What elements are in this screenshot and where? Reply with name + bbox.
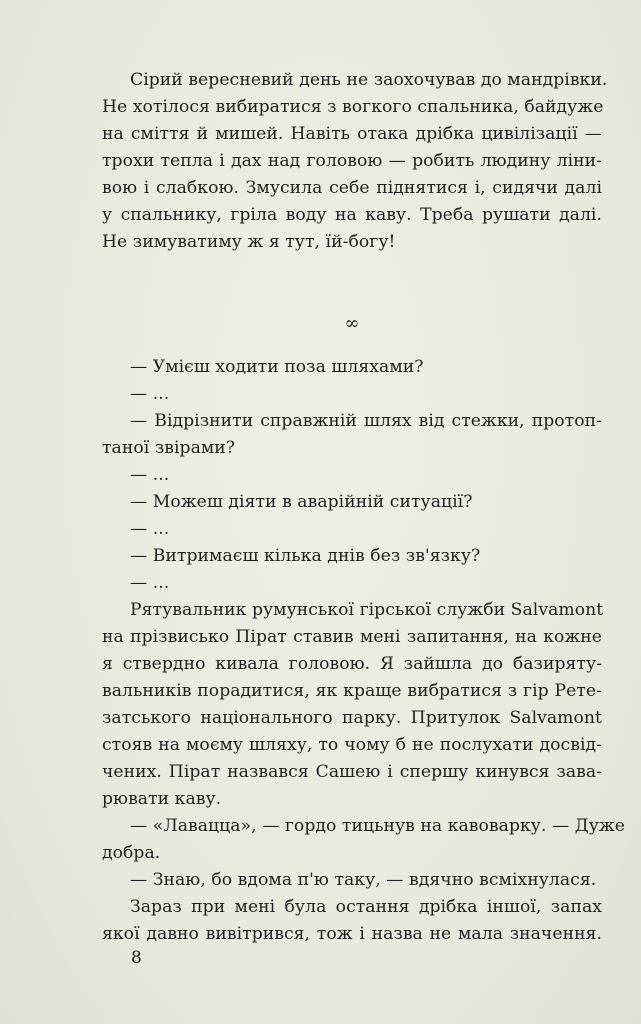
section-separator: ∞ xyxy=(344,313,360,334)
text-line: на прізвисько Пірат ставив мені запитання, на кожне xyxy=(102,627,602,647)
dialogue-line: — ... xyxy=(130,519,170,539)
text-line: якої давно вивітрився, тож і назва не мала значення. xyxy=(102,924,602,944)
text-line: Сірий вересневий день не заохочував до мандрівки. xyxy=(130,70,608,90)
text-line: Зараз при мені була остання дрібка іншої, запах xyxy=(130,897,602,917)
dialogue-line: — ... xyxy=(130,465,170,485)
text-line: у спальнику, гріла воду на каву. Треба рушати далі. xyxy=(102,205,602,225)
text-line: вою і слабкою. Змусила себе піднятися і, сидячи далі xyxy=(102,178,602,198)
dialogue-line: — Можеш діяти в аварійній ситуації? xyxy=(130,492,473,512)
dialogue-line: — Умієш ходити поза шляхами? xyxy=(130,357,424,377)
text-line: затського національного парку. Притулок Salvamont xyxy=(102,708,602,728)
text-line: я ствердно кивала головою. Я зайшла до базиряту- xyxy=(102,654,602,674)
dialogue-line: — ... xyxy=(130,573,170,593)
dialogue-line: — ... xyxy=(130,384,170,404)
dialogue-line: — «Лавацца», — гордо тицьнув на кавоварку. — Дуже xyxy=(130,816,626,836)
text-line: вальників порадитися, як краще вибратися з гір Рете- xyxy=(102,681,602,701)
text-line: чених. Пірат назвався Сашею і спершу кинувся зава- xyxy=(102,762,602,782)
text-line: Рятувальник румунської гірської служби Salvamont xyxy=(130,600,604,620)
text-line: стояв на моєму шляху, то чому б не послухати досвід- xyxy=(102,735,602,755)
text-line: Не зимуватиму ж я тут, їй-богу! xyxy=(102,232,396,252)
text-line: Не хотілося вибиратися з вогкого спальника, байдуже xyxy=(102,97,604,117)
dialogue-line: — Витримаєш кілька днів без зв'язку? xyxy=(130,546,481,566)
dialogue-line: таної звірами? xyxy=(102,438,236,458)
text-line: на сміття й мишей. Навіть отака дрібка цивілізації — xyxy=(102,124,602,144)
dialogue-line: добра. xyxy=(102,843,161,863)
dialogue-line: — Знаю, бо вдома п'ю таку, — вдячно всміхнулася. xyxy=(130,870,597,890)
page-number: 8 xyxy=(131,948,142,968)
dialogue-line: — Відрізнити справжній шлях від стежки, протоп- xyxy=(130,411,602,431)
text-line: трохи тепла і дах над головою — робить людину лiни- xyxy=(102,151,602,171)
text-line: рювати каву. xyxy=(102,789,222,809)
